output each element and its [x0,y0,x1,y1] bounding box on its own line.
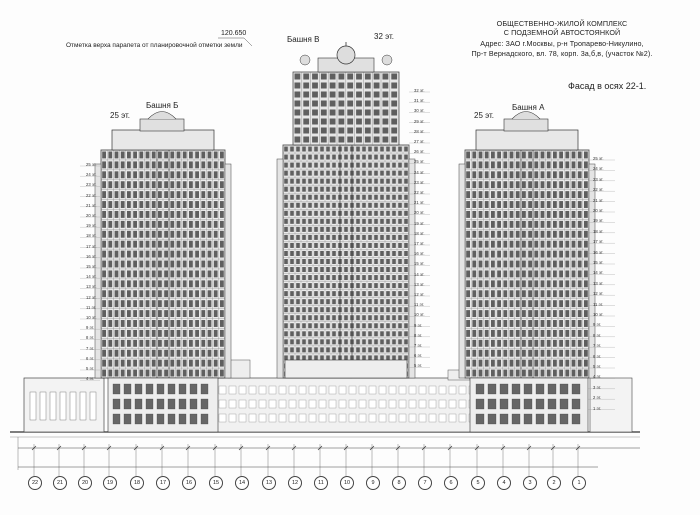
axis-marker: 13 [262,476,276,490]
floor-label: 26 эт. [414,149,425,155]
floor-label: 7 эт. [414,343,423,348]
floor-label: 19 эт. [593,218,604,224]
floor-label: 20 эт. [414,210,425,216]
axis-marker: 20 [78,476,92,490]
floor-label: 25 эт. [414,159,425,165]
tower-a-name: Башня А [512,103,545,112]
floor-label: 18 эт. [86,233,97,239]
floor-label: 31 эт. [414,98,425,104]
floor-label: 20 эт. [593,208,604,213]
floor-label: 1 эт. [593,405,602,411]
floor-label: 20 эт. [86,213,97,218]
title-line-1: ОБЩЕСТВЕННО-ЖИЛОЙ КОМПЛЕКС [496,19,628,28]
axis-marker: 8 [392,476,406,490]
floor-label: 9 эт. [86,325,95,331]
floor-label: 12 эт. [86,294,97,300]
axis-marker: 12 [288,476,302,490]
axis-marker: 1 [572,476,586,490]
floor-label: 5 эт. [414,363,423,369]
title-line-3: Адрес: ЗАО г.Москвы, р-н Тропарево-Никулино, [480,39,644,48]
floor-label: 19 эт. [414,220,425,226]
floor-label: 11 эт. [86,304,97,310]
axis-marker: 18 [130,476,144,490]
floor-label: 23 эт. [593,176,604,182]
floor-label: 13 эт. [414,281,425,287]
floor-label: 11 эт. [593,301,604,307]
floor-label: 14 эт. [593,270,604,276]
floor-label: 24 эт. [414,169,425,175]
title-line-4: Пр-т Вернадского, вл. 78, корп. 3а,б,в, (участок №2). [471,49,653,58]
axis-marker: 4 [497,476,511,490]
floor-label: 16 эт. [414,251,425,257]
floor-label: 21 эт. [593,197,604,203]
floor-label: 32 эт. [414,88,425,93]
floor-label: 24 эт. [593,166,604,172]
floor-label: 23 эт. [414,179,425,185]
floor-label: 21 эт. [414,200,425,206]
floor-label: 3 эт. [593,384,602,390]
axis-marker: 5 [471,476,485,490]
axis-marker: 9 [366,476,380,490]
floor-label: 18 эт. [414,230,425,236]
floor-label: 11 эт. [414,302,425,308]
tower-b-name: Башня Б [146,101,179,110]
axis-marker: 2 [547,476,561,490]
axis-marker: 11 [314,476,328,490]
axis-marker: 15 [209,476,223,490]
axis-marker: 16 [182,476,196,490]
floor-label: 23 эт. [86,182,97,188]
floor-label: 5 эт. [593,364,602,369]
floor-label: 8 эт. [86,335,95,341]
facade-label: Фасад в осях 22-1. [568,81,647,91]
axis-marker: 21 [53,476,67,490]
parapet-value: 120.650 [221,30,247,37]
floor-label: 6 эт. [86,355,95,361]
title-line-2: С ПОДЗЕМНОЙ АВТОСТОЯНКОЙ [503,28,621,37]
axis-marker: 17 [156,476,170,490]
floor-label: 30 эт. [414,108,425,114]
floor-label: 21 эт. [86,202,97,208]
floor-label: 6 эт. [414,353,423,359]
floor-label: 13 эт. [86,284,97,290]
floor-label: 4 эт. [593,374,602,380]
axis-marker: 22 [28,476,42,490]
floor-label: 13 эт. [593,280,604,286]
floor-label: 15 эт. [86,264,97,269]
tower-b-floors: 25 эт. [110,111,131,120]
floor-label: 25 эт. [86,162,97,167]
floor-label: 7 эт. [86,345,95,351]
axis-marker: 7 [418,476,432,490]
floor-label: 10 эт. [593,312,604,317]
floor-label: 22 эт. [593,187,604,193]
floor-label: 29 эт. [414,118,425,124]
floor-label: 9 эт. [414,322,423,328]
floor-label: 22 эт. [86,192,97,198]
floor-label: 22 эт. [414,190,425,195]
floor-label: 28 эт. [414,128,425,134]
parapet-label: Отметка верха парапета от планировочной отметки земли [66,42,243,49]
tower-v-floors: 32 эт. [374,32,395,41]
floor-label: 15 эт. [414,261,425,267]
floor-label: 18 эт. [593,228,604,234]
tower-a-floors: 25 эт. [474,111,495,120]
floor-label: 5 эт. [86,366,95,371]
floor-label: 17 эт. [414,241,425,246]
floor-label: 8 эт. [593,332,602,338]
floor-label: 8 эт. [414,332,423,338]
floor-label: 16 эт. [593,249,604,255]
floor-label: 12 эт. [593,291,604,297]
floor-label: 15 эт. [593,260,604,265]
axis-marker: 3 [523,476,537,490]
axis-marker: 6 [444,476,458,490]
floor-label: 24 эт. [86,172,97,178]
floor-label: 10 эт. [86,315,97,320]
floor-label: 10 эт. [414,312,425,318]
floor-label: 17 эт. [86,243,97,249]
floor-label: 6 эт. [593,353,602,359]
floor-label: 9 эт. [593,322,602,328]
axis-marker: 10 [340,476,354,490]
floor-label: 4 эт. [86,376,95,382]
floor-label: 2 эт. [593,395,602,401]
floor-label: 14 эт. [86,274,97,280]
floor-label: 16 эт. [86,253,97,259]
floor-label: 17 эт. [593,239,604,245]
floor-label: 27 эт. [414,139,425,144]
axis-marker: 14 [235,476,249,490]
tower-v-name: Башня В [287,35,320,44]
floor-label: 19 эт. [86,223,97,229]
floor-label: 12 эт. [414,292,425,297]
axis-marker: 19 [103,476,117,490]
floor-label: 14 эт. [414,271,425,277]
floor-label: 7 эт. [593,343,602,349]
floor-label: 25 эт. [593,156,604,161]
